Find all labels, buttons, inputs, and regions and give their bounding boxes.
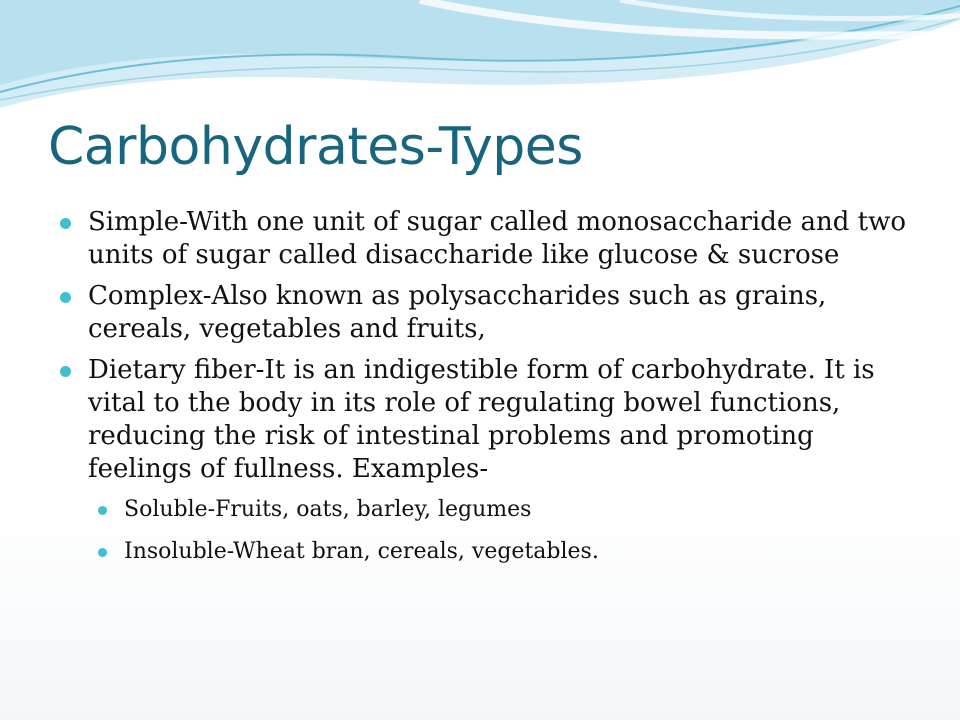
bullet-item-simple <box>58 206 918 272</box>
bullet-dot-icon <box>60 366 71 377</box>
bullet-dot-icon <box>60 292 71 303</box>
sub-bullet-item-soluble <box>88 496 918 524</box>
bullet-dot-icon <box>98 506 107 515</box>
bullet-text: Simple-With one unit of sugar called monosaccharide and two units of sugar called disaccharide like glucose & sucrose <box>88 207 907 270</box>
sub-bullet-list <box>88 496 918 566</box>
bullet-dot-icon <box>98 548 107 557</box>
header-wave-decoration <box>0 0 960 120</box>
bullet-item-dietary-fiber <box>58 354 918 566</box>
bullet-text: Dietary fiber-It is an indigestible form of carbohydrate. It is vital to the body in its role of regulating bowel functions, reducing the risk of intestinal problems and promoting feelings of fullness. Examples- <box>88 355 875 484</box>
bullet-list <box>58 206 918 566</box>
slide-content <box>58 206 918 580</box>
bullet-text: Complex-Also known as polysaccharides such as grains, cereals, vegetables and fruits, <box>88 281 827 344</box>
sub-bullet-text: Soluble-Fruits, oats, barley, legumes <box>124 497 532 522</box>
slide-title: Carbohydrates-Types <box>48 117 583 177</box>
bullet-item-complex <box>58 280 918 346</box>
bullet-dot-icon <box>60 218 71 229</box>
sub-bullet-text: Insoluble-Wheat bran, cereals, vegetables. <box>124 539 599 564</box>
sub-bullet-item-insoluble <box>88 538 918 566</box>
